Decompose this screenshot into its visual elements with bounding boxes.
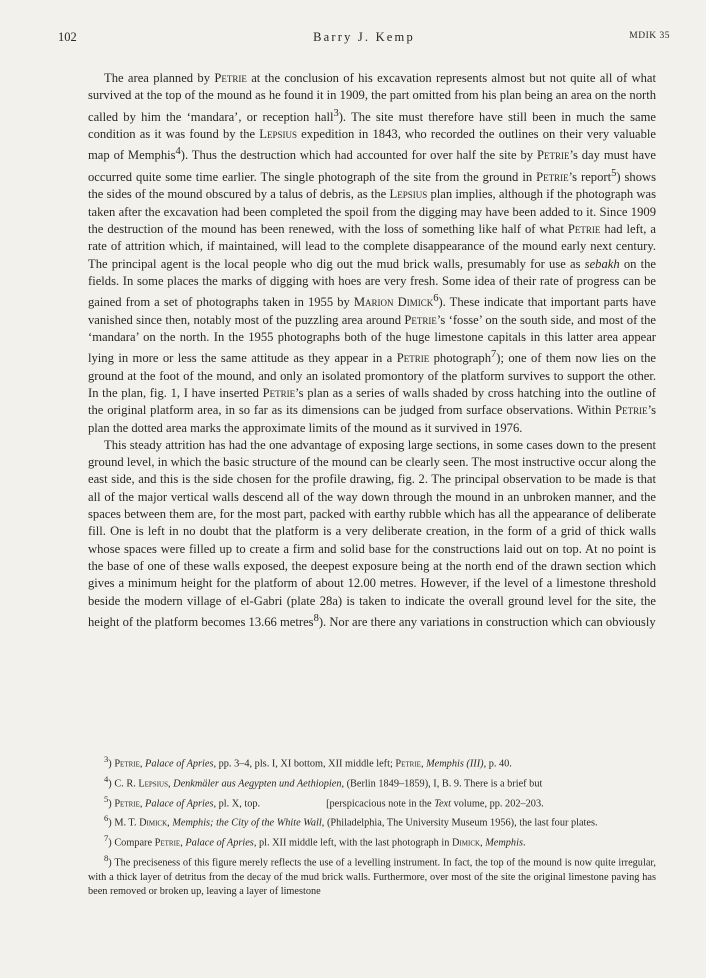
text-run: plan implies, although if the photograph was taken after the excavation had been completed the spoil from the digging may have been added to it. Since 1909 the destruction of the mound has been renewed, with the loss of something like half of what: [88, 187, 657, 236]
text-run: , (Philadelphia, The University Museum 1956), the last four plates.: [321, 817, 598, 829]
text-run: ’s plan the dotted area marks the approximate limits of the mound as it survived in 1976.: [88, 403, 656, 435]
text-run: ,: [139, 798, 146, 810]
footnote-marker: 3: [104, 754, 109, 764]
italic-term: sebakh: [584, 256, 620, 271]
text-run: The area planned by: [104, 71, 215, 85]
text-run: had left, a rate of attrition which, if maintained, will lead to the complete disappearance of the mound early next century. The principal agent is the local people who dig out the mud brick walls, presumably for use as: [88, 221, 656, 271]
author-name: M. T. Dimick: [114, 817, 168, 829]
text-run: expedition in 1843, who recorded the outlines on their very valuable map of Memphis: [88, 127, 657, 163]
footnote-ref: 8: [313, 612, 319, 624]
author-name: Petrie: [615, 403, 648, 418]
paragraph-1: [88, 70, 656, 437]
text-run: , (Berlin 1849–1859), I, B. 9. There is a brief but: [341, 778, 543, 790]
book-title: Palace of Apries: [145, 798, 214, 810]
text-run: ’s report: [568, 170, 612, 185]
text-run: Compare: [114, 837, 155, 849]
author-name: Petrie: [214, 71, 247, 85]
footnote-ref: 4: [175, 146, 181, 158]
author-name: Petrie: [114, 798, 140, 810]
text-run: , pl. X, top.: [213, 798, 261, 810]
book-title: Memphis: [485, 837, 523, 849]
paragraph-2: [88, 437, 656, 631]
text-run: ’s plan as a series of walls shaded by cross hatching into the outline of the original platform area, in so far as its dimensions can be judged from surface observations. Within: [88, 385, 656, 418]
text-run: ’s ‘fosse’ on the south side, and most of the ‘mandara’ on the north. In the 1955 photographs both of the huge limestone capitals in this latter area appear lying in more or less the same attitude as they appear in a: [88, 312, 657, 366]
footnote-3: $^3$) Petrie, Palace of Apries, pp. 3–4, pls. I, XI bottom, XII middle left; Petrie, Memphis (III), p. 40.: [104, 754, 512, 770]
text-run: [perspicacious note in the: [326, 798, 435, 810]
book-title: Memphis (III): [426, 758, 484, 770]
book-title: Palace of Apries: [145, 758, 214, 770]
book-title: Denkmäler aus Aegypten und Aethiopien: [173, 778, 342, 790]
text-run: ,: [139, 758, 146, 770]
footnote-4: $^4$) C. R. Lepsius, Denkmäler aus Aegypten und Aethiopien, (Berlin 1849–1859), I, B. 9. There is a brief but: [104, 773, 543, 790]
text-run: ’s day must have occurred quite some time earlier. The single photograph of the site from the ground in: [88, 148, 656, 185]
text-run: photograph: [429, 351, 491, 366]
text-run: ,: [420, 758, 427, 770]
text-run: ,: [167, 817, 173, 829]
text-run: , pp. 3–4, pls. I, XI bottom, XII middle left;: [213, 758, 396, 770]
text-run: on the fields. In some places the marks of digging with hoes are very fresh. Some idea of their rate of progress can be gained from a set of photographs taken in 1955 by: [88, 256, 656, 310]
book-title: Palace of Apries: [185, 837, 254, 849]
main-text: [88, 70, 656, 631]
footnote-ref: 7: [491, 349, 497, 361]
text-run: volume, pp. 202–203.: [451, 798, 544, 810]
footnote-ref: 3: [333, 107, 339, 119]
text-run: at the conclusion of his excavation represents almost but not quite all of what survived at the top of the mound as he found it in 1909, the part omitted from his plan being an area on the north called by him the ‘mandara’, or reception hall: [88, 71, 656, 124]
footnote-8: $^8$) The preciseness of this figure merely reflects the use of a levelling instrument. In fact, the top of the mound is now quite irregular, with a thick layer of detritus from the decay of the mud brick walls. Furthermore, over most of the site the original limestone paving has been removed or broken up, leaving a layer of limestone: [88, 853, 656, 898]
footnote-marker: 8: [104, 853, 109, 864]
author-name: Dimick: [452, 837, 481, 849]
author-name: Petrie: [567, 221, 601, 236]
book-title: Memphis; the City of the White Wall: [172, 817, 322, 829]
text-run: This steady attrition has had the one advantage of exposing large sections, in some cases down to the present ground level, in which the basic structure of the mound can be clearly seen. The most instructive occur along the east side, and this is the side chosen for the profile drawing, fig. 2. The principal observation to be made is that all of the major vertical walls descend all of the way down through the mound in an unbroken manner, and the spaces between them are, for the most part, packed with earthy rubble which has all the appearance of deliberate fill. One is left in no doubt that the platform is a very deliberate creation, in the form of a grid of thick walls whose spaces were filled up to create a firm and solid base for the constructions laid out on top. At no point is the base of one of these walls exposed, the deepest exposure being at the north end of the drawn section which gives a minimum height for the platform of about 12.00 metres. However, if the level of a limestone threshold beside the modern village of el-Gabri (plate 28a) is taken to indicate the overall ground level for the site, the height of the platform becomes 13.66 metres: [88, 437, 656, 630]
footnotes: [88, 752, 656, 900]
footnote-7: $^7$) Compare Petrie, Palace of Apries, pl. XII middle left, with the last photograph in Dimick, Memphis.: [104, 833, 526, 849]
text-run: ) shows the sides of the mound obscured by a talus of debris, as the: [88, 170, 656, 202]
author-name: Petrie: [154, 837, 181, 849]
author-name: Petrie: [396, 351, 430, 366]
text-run: ). These indicate that important parts have vanished since then, notably most of the puzzling area around: [88, 295, 656, 327]
text-run: ). The site must therefore have still been in much the same condition as it was found by the: [88, 109, 657, 142]
author-name: Petrie: [536, 148, 570, 163]
footnote-5: $^5$) Petrie, Palace of Apries, pl. X, top. [perspicacious note in the Text volume, pp. 202–203.: [104, 793, 544, 810]
footnote-marker: 4: [104, 773, 109, 784]
author-name: C. R. Lepsius: [114, 778, 168, 790]
journal-label: MDIK 35: [629, 31, 670, 41]
author-name: Petrie: [262, 385, 296, 400]
text-run: ,: [167, 778, 174, 790]
text-run: .: [522, 837, 526, 849]
text-run: , p. 40.: [483, 758, 512, 770]
author-name: Petrie: [404, 312, 437, 327]
author-name: Petrie: [114, 758, 140, 770]
page-number: 102: [58, 30, 77, 44]
author-name: Petrie: [395, 758, 421, 770]
text-run: , pl. XII middle left, with the last photograph in: [253, 837, 452, 849]
footnote-ref: 6: [433, 293, 439, 305]
text-run: ). Thus the destruction which had accounted for over half the site by: [180, 148, 537, 163]
footnote-6: $^6$) M. T. Dimick, Memphis; the City of the White Wall, (Philadelphia, The University Museum 1956), the last four plates.: [104, 813, 598, 829]
footnote-marker: 6: [104, 813, 109, 824]
author-name: Lepsius: [259, 127, 297, 142]
author-name: Petrie: [536, 170, 569, 185]
running-header: [58, 30, 670, 48]
book-title: Text: [434, 798, 451, 810]
text-run: The preciseness of this figure merely reflects the use of a levelling instrument. In fact, the top of the mound is now quite irregular, with a thick layer of detritus from the decay of the mud brick walls. Furthermore, over most of the site the original limestone paving has been removed or broken up, leaving a layer of limestone: [88, 857, 656, 898]
footnote-ref: 5: [611, 167, 617, 179]
text-run: ,: [480, 837, 486, 849]
author-name: Lepsius: [389, 187, 428, 202]
author-name: Marion Dimick: [353, 295, 434, 310]
text-run: ,: [180, 837, 186, 849]
footnote-marker: 7: [104, 833, 109, 844]
running-author: Barry J. Kemp: [313, 30, 415, 44]
footnote-marker: 5: [104, 793, 109, 804]
text-run: ); one of them now lies on the ground at the foot of the mound, and only an isolated promontory of the platform survives to support the other. In the plan, fig. 1, I have inserted: [88, 351, 656, 400]
text-run: ). Nor are there any variations in construction which can obviously: [318, 615, 656, 630]
